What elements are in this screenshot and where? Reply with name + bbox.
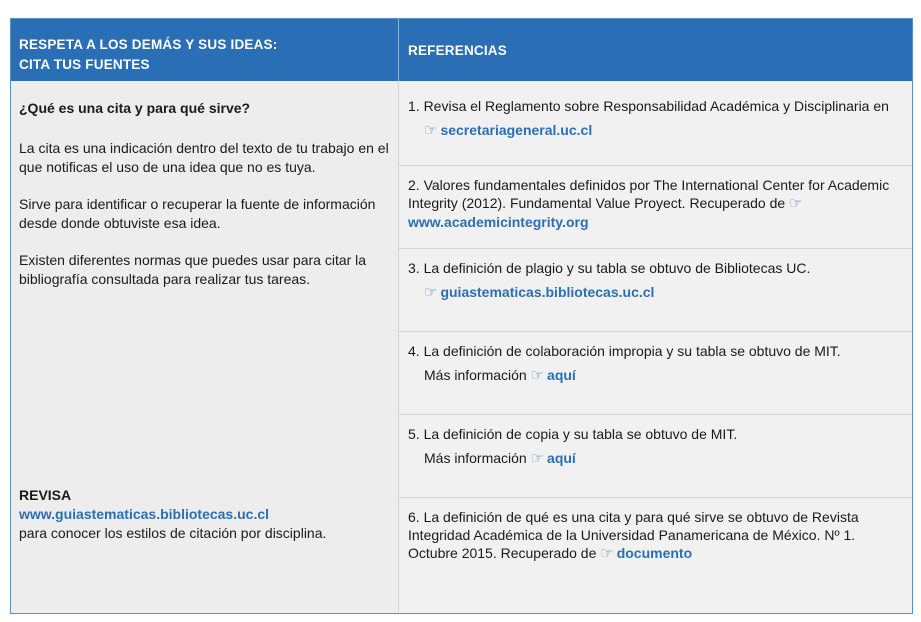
reference-2-text: 2. Valores fundamentales definidos por The International Center for Academic Integrity (2012). Fundamental Value Proyect. Recuperado de xyxy=(408,177,890,211)
reference-4-link[interactable]: ☞ aquí xyxy=(530,367,576,384)
references-column xyxy=(399,81,912,613)
question-heading: ¿Qué es una cita y para qué sirve? xyxy=(19,100,251,116)
reference-5 xyxy=(399,415,912,498)
reference-1-text: 1. Revisa el Reglamento sobre Responsabilidad Académica y Disciplinaria en xyxy=(408,98,889,114)
pointing-hand-icon: ☞ xyxy=(530,367,545,384)
reference-2 xyxy=(399,166,912,249)
header-left xyxy=(11,19,399,81)
reference-3-link[interactable]: ☞ guiastematicas.bibliotecas.uc.cl xyxy=(424,284,655,301)
pointing-hand-icon: ☞ xyxy=(789,195,803,212)
reference-6-text: 6. La definición de qué es una cita y para qué sirve se obtuvo de Revista Integridad Académica de la Universidad Panamericana de México. Nº 1. Octubre 2015. Recuperado de xyxy=(408,509,859,561)
paragraph-2: Sirve para identificar o recuperar la fuente de información desde donde obtuviste esa idea. xyxy=(19,196,376,231)
pointing-hand-icon: ☞ xyxy=(424,122,438,139)
header-left-line2: CITA TUS FUENTES xyxy=(19,57,150,72)
reference-6-link[interactable]: ☞ documento xyxy=(600,545,693,562)
revisa-title: REVISA xyxy=(19,487,72,503)
reference-5-link[interactable]: ☞ aquí xyxy=(530,450,576,467)
left-column xyxy=(11,81,399,613)
reference-1-link[interactable]: ☞ secretariageneral.uc.cl xyxy=(424,122,593,139)
pointing-hand-icon: ☞ xyxy=(600,545,614,562)
paragraph-1: La cita es una indicación dentro del texto de tu trabajo en el que notificas el uso de una idea que no es tuya. xyxy=(19,140,389,175)
reference-1 xyxy=(399,81,912,166)
paragraph-3: Existen diferentes normas que puedes usar para citar la bibliografía consultada para realizar tus tareas. xyxy=(19,252,367,287)
reference-4-more: Más información ☞ aquí xyxy=(424,367,576,384)
reference-4 xyxy=(399,332,912,415)
pointing-hand-icon: ☞ xyxy=(530,450,545,467)
revisa-link[interactable]: www.guiastematicas.bibliotecas.uc.cl xyxy=(19,506,270,522)
header-left-line1: RESPETA A LOS DEMÁS Y SUS IDEAS: xyxy=(19,37,278,52)
reference-6 xyxy=(399,498,912,613)
reference-5-text: 5. La definición de copia y su tabla se obtuvo de MIT. xyxy=(408,426,738,442)
reference-3 xyxy=(399,249,912,332)
revisa-text: para conocer los estilos de citación por disciplina. xyxy=(19,525,327,541)
revisa-block xyxy=(19,486,391,543)
citation-table xyxy=(10,18,913,614)
table-header xyxy=(11,19,912,81)
table-body xyxy=(11,81,912,613)
reference-4-text: 4. La definición de colaboración impropia y su tabla se obtuvo de MIT. xyxy=(408,343,841,359)
pointing-hand-icon: ☞ xyxy=(424,284,438,301)
reference-3-text: 3. La definición de plagio y su tabla se obtuvo de Bibliotecas UC. xyxy=(408,260,811,276)
header-right: REFERENCIAS xyxy=(408,42,507,58)
reference-2-link[interactable]: ☞www.academicintegrity.org xyxy=(408,195,803,230)
reference-5-more: Más información ☞ aquí xyxy=(424,450,576,467)
